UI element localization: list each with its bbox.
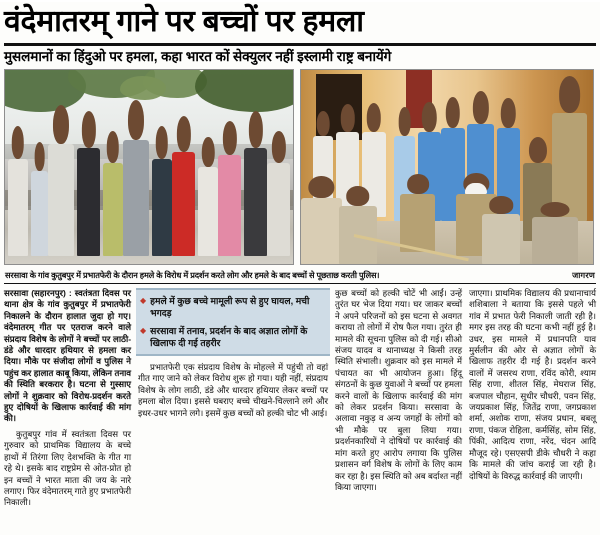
highlight-item-label: सरसावा में तनाव, प्रदर्शन के बाद अज्ञात लोगों के खिलाफ दी गई तहरीर xyxy=(150,326,308,348)
diamond-bullet-icon: ◆ xyxy=(140,296,147,305)
photo-caption-row xyxy=(4,269,596,284)
photo-protest-crowd xyxy=(4,69,294,265)
highlight-box xyxy=(136,288,330,356)
page-title: वंदेमातरम् गाने पर बच्चों पर हमला xyxy=(4,5,364,38)
article-column-4 xyxy=(469,288,596,486)
highlight-item xyxy=(140,295,324,319)
article-paragraph: जाएगा। प्राथमिक विद्यालय की प्रधानाचार्य शशिबाला ने बताया कि इससे पहले भी गांव में प्रभात फेरी निकाली जाती रही है। मगर इस तरह की घटना कभी नहीं हुई है। उधर, इस मामले में प्रधानपति याव मुर्सलीन की ओर से अज्ञात लोगों के खिलाफ तहरीर दी गई है। प्रदर्शन करने वालों में जसरथ राणा, रविंद कोरी, श्याम सिंह राणा, शीतल सिंह, मेघराज सिंह, बजपाल चौहान, सुधीर चौधरी, पवन सिंह, जयप्रकाश सिंह, जितेंद्र राणा, जगप्रकाश शर्मा, अशोक राणा, संजय प्रधान, बबलू राणा, पंकज रोहिला, कर्मसिंह, सोम सिंह, पिंकी, आदित्य राणा, नरेंद, चंदन आदि मौजूद रहे। एसएसपी डीके चौधरी ने कहा कि मामले की जांच कराई जा रही है। दोषियों के विरुद्ध कार्रवाई की जाएगी। xyxy=(469,288,596,481)
article-paragraph: सरसावा (सहारनपुर) : स्वतंत्रता दिवस पर थाना क्षेत्र के गांव कुतुबपुर में प्रभातफेरी निकालने के दौरान हालात जुदा हो गए। वंदेमातरम् गीत पर एतराज करने वाले संप्रदाय विशेष के लोगों ने बच्चों पर लाठी-डंडे और धारदार हथियार से हमला कर दिया। मौके पर संजीदा लोगों व पुलिस ने पहुंच कर हालात काबू किया, लेकिन तनाव की स्थिति बरकरार है। घटना से गुस्साए लोगों ने शुक्रवार को विरोध-प्रदर्शन करते हुए दोषियों के खिलाफ कार्रवाई की मांग की। xyxy=(4,288,131,424)
article-column-2 xyxy=(138,288,328,423)
subheadline: मुसलमानों का हिंदुओ पर हमला, कहा भारत कों सेक्युलर नहीं इस्लामी राष्ट्र बनायेंगे xyxy=(4,49,392,64)
highlight-item-label: हमले में कुछ बच्चे मामूली रूप से हुए घायल, मची भगदड़ xyxy=(150,296,310,318)
police-cap-icon xyxy=(465,183,487,194)
photo-caption: सरसावा के गांव कुतुबपुर में प्रभातफेरी के दौरान हमले के विरोध में प्रदर्शन करते लोग और हमले के बाद बच्चों से पूछताछ करती पुलिस। xyxy=(5,271,380,280)
diamond-bullet-icon: ◆ xyxy=(140,326,147,335)
article-column-3 xyxy=(335,288,462,497)
article-column-1 xyxy=(4,288,131,513)
highlight-item xyxy=(140,325,324,349)
newspaper-clipping xyxy=(0,2,600,535)
photo-credit: जागरण xyxy=(572,271,595,280)
article-paragraph: प्रभातफेरी एक संप्रदाय विशेष के मोहल्ले में पहुंची तो वहां गीत गाए जाने को लेकर विरोध शुरू हो गया। यही नहीं, संप्रदाय विशेष के लोग लाठी, डंडे और धारदार हथियार लेकर बच्चों पर हमला बोल दिया। इससे घबराए बच्चे चीखने-चिल्लाने लगे और इधर-उधर भागने लगे। इसमें कुछ बच्चों को हल्की चोट भी आई। xyxy=(138,362,328,418)
article-body xyxy=(4,288,596,513)
photo-police-children xyxy=(300,69,594,265)
article-paragraph: कुतुबपुर गांव में स्वतंत्रता दिवस पर गुरुवार को प्राथमिक विद्यालय के बच्चे हाथों में तिरंगा लिए देशभक्ति के गीत गा रहे थे। इसके बाद राष्ट्रप्रेम से ओत-प्रोत हो इन बच्चों ने भारत माता की जय के नारे लगाए। फिर वंदेमातरम् गाते हुए प्रभातफेरी निकाली। xyxy=(4,428,131,508)
article-paragraph: कुछ बच्चों को हल्की चोटें भी आईं। उन्हें तुरंत घर भेज दिया गया। घर जाकर बच्चों ने अपने परिजनों को इस घटना से अवगत कराया तो लोगों में रोष फैल गया। तुरंत ही मामले की सूचना पुलिस को दी गई। सीओ संजय यादव व थानाध्यक्ष ने किसी तरह स्थिति संभाली। शुक्रवार को इस मामले में पंचायत का भी आयोजन हुआ। हिंदू संगठनों के कुछ युवाओं ने बच्चों पर हमला करने वालों के खिलाफ कार्रवाई की मांग को लेकर प्रदर्शन किया। सरसावा के अलावा नकुड़ व अन्य जगहों के लोगों को भी मौके पर बुला लिया गया। प्रदर्शनकारियों ने दोषियों पर कार्रवाई की मांग करते हुए आरोप लगाया कि पुलिस प्रशासन वर्ग विशेष के लोगों के लिए काम कर रहा है। इस स्थिति को अब बर्दाश्त नहीं किया जाएगा। xyxy=(335,288,462,492)
headline-divider xyxy=(4,43,596,46)
photo-row xyxy=(4,69,596,265)
